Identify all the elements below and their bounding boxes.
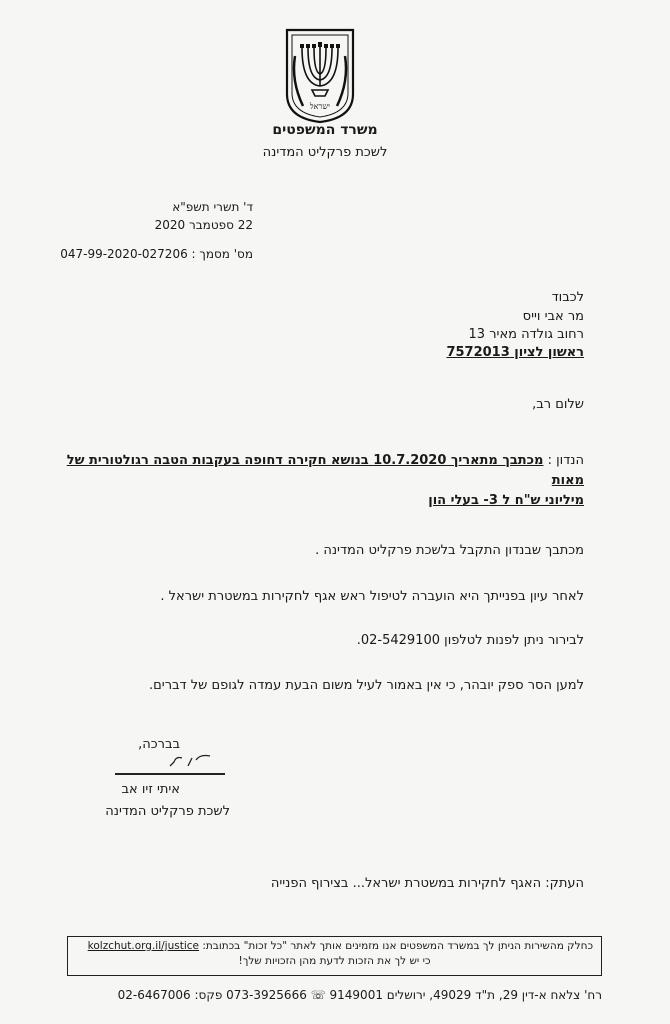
body-paragraph-2: לאחר עיון בפנייתך היא הועברה לטיפול ראש אגף לחקירות במשטרת ישראל . <box>160 589 584 604</box>
subject-label: הנדון : <box>547 453 584 468</box>
notice-line-2: כי יש לך את הזכות לדעת מהן הזכויות שלך! <box>238 955 431 967</box>
kolzchut-notice-box <box>67 936 602 976</box>
document-number-value: 047-99-2020-027206 <box>60 247 188 261</box>
recipient-name: מר אבי וייס <box>522 309 584 324</box>
document-number-label: מס' מסמך : <box>191 247 253 261</box>
signer-name: איתי זיו אב <box>121 782 180 797</box>
document-number <box>60 247 253 261</box>
fax-label: פקס: <box>194 988 223 1002</box>
signature-line <box>115 773 225 775</box>
subject <box>64 451 584 511</box>
ministry-name: משרד המשפטים <box>272 122 378 138</box>
gregorian-date: 22 ספטמבר 2020 <box>154 218 253 232</box>
address-footer <box>118 988 602 1002</box>
fax-number: 02-6467006 <box>117 988 191 1002</box>
body-paragraph-4: למען הסר ספק יובהר, כי אין באמור לעיל משום הבעת עמדה לגופם של דברים. <box>149 678 584 693</box>
subject-line-2: מיליוני ש"ח ל 3- בעלי הון <box>428 493 584 508</box>
recipient-honorific: לכבוד <box>551 290 584 305</box>
signer-title: לשכת פרקליט המדינה <box>105 804 230 819</box>
svg-text:ישראל: ישראל <box>309 102 331 111</box>
notice-line-1 <box>76 939 593 954</box>
body-paragraph-3: לבירור ניתן לפנות לטלפון 02-5429100. <box>356 633 584 648</box>
kolzchut-link[interactable]: kolzchut.org.il/justice <box>87 940 199 952</box>
handwritten-signature <box>148 752 218 774</box>
cc-label: העתק: <box>545 876 584 891</box>
recipient-city: ראשון לציון 7572013 <box>446 345 584 360</box>
phone-number: 073-3925666 <box>226 988 307 1002</box>
state-emblem <box>283 26 357 124</box>
greeting: שלום רב, <box>532 397 584 412</box>
hebrew-date: ד' תשרי תשפ"א <box>172 200 253 214</box>
closing: בברכה, <box>138 737 180 752</box>
body-paragraph-1: מכתבך שבנדון התקבל בלשכת פרקליט המדינה . <box>315 543 584 558</box>
address: רח' צלאח א-דין 29, ת"ד 49029, ירושלים 9149001 <box>329 988 602 1002</box>
cc-line <box>271 876 584 891</box>
subject-line-1: מכתבך מתאריך 10.7.2020 בנושא חקירה דחופה בעקבות הטבה רגולטורית של מאות <box>66 453 584 488</box>
phone-icon: ☏ <box>310 988 326 1002</box>
recipient-street: רחוב גולדה מאיר 13 <box>468 327 584 342</box>
notice-text: כחלק מהשירות הניתן לך במשרד המשפטים אנו מזמינים אותך לאתר "כל זכות" בכתובת: <box>202 940 593 952</box>
cc-text: האגף לחקירות במשטרת ישראל... בצירוף הפנייה <box>270 876 542 891</box>
office-name: לשכת פרקליט המדינה <box>262 145 388 160</box>
